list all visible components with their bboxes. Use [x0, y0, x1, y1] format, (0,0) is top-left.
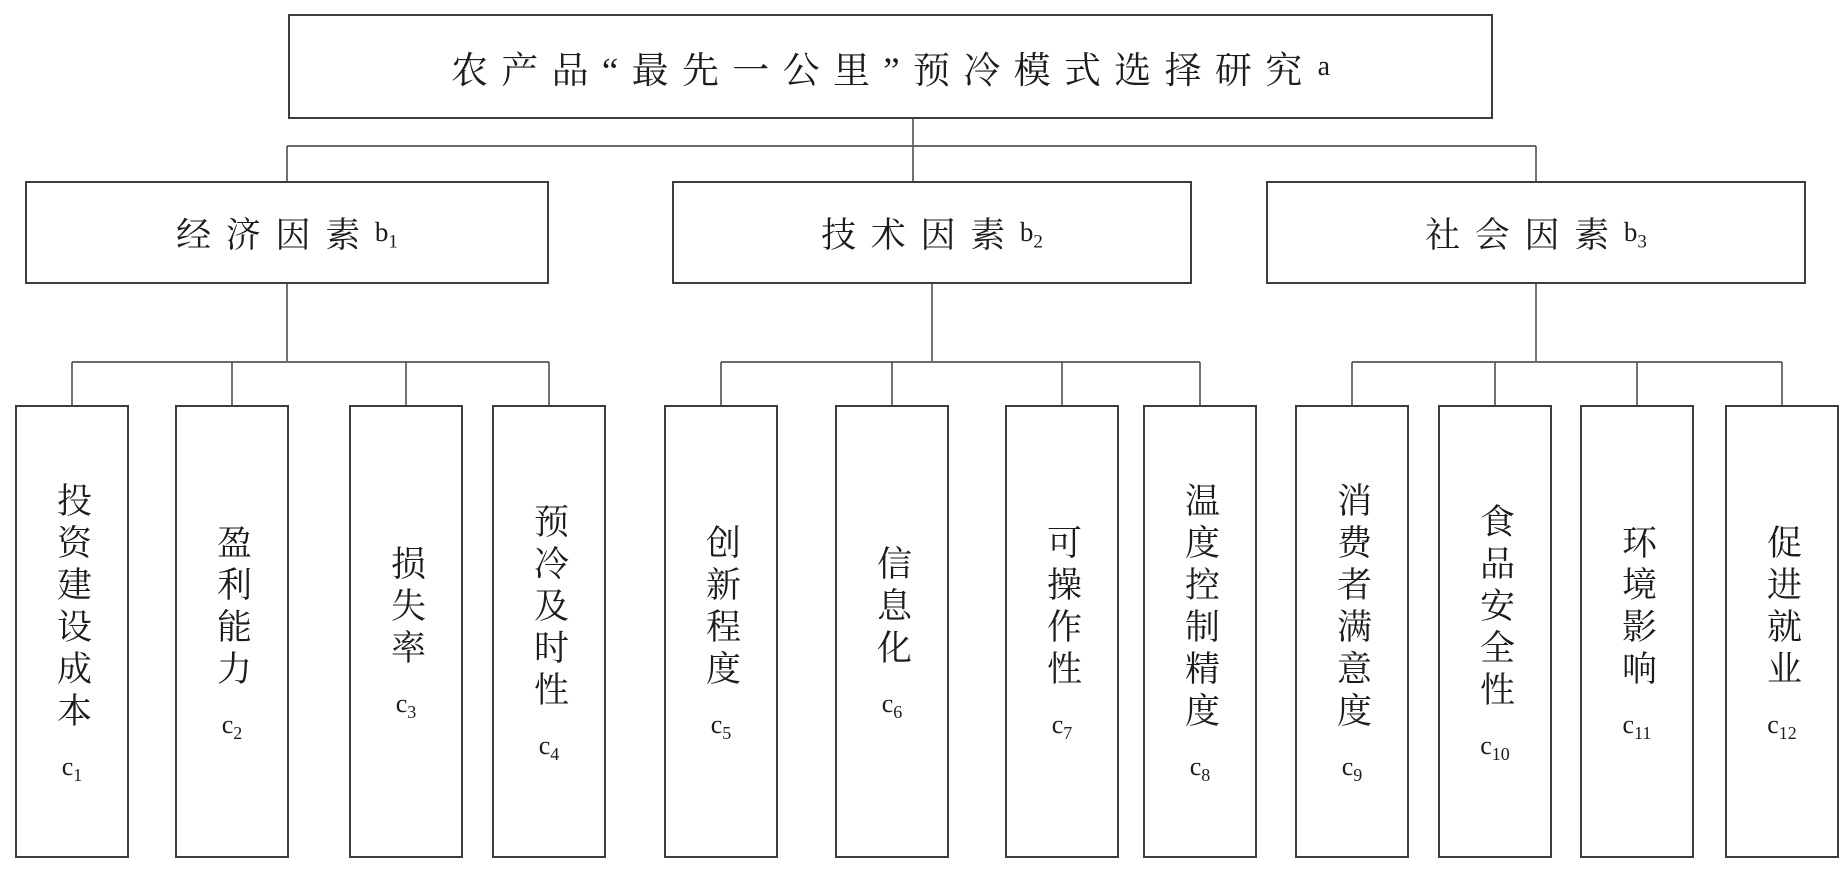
criterion-node-c10 — [1438, 405, 1552, 858]
criterion-code: $c_{10}$ — [1480, 730, 1510, 764]
criterion-node-c11 — [1580, 405, 1694, 858]
factor-node-economic — [25, 181, 549, 284]
factor-label: 经济因素 — [176, 215, 375, 255]
factor-code: $b_3$ — [1623, 217, 1647, 253]
criterion-label: 促进就业 — [1762, 523, 1802, 692]
criterion-code: $c_8$ — [1189, 751, 1211, 785]
criterion-node-c1 — [15, 405, 129, 858]
criterion-code: $c_{12}$ — [1767, 709, 1797, 743]
criterion-node-c6 — [835, 405, 949, 858]
criterion-label: 投资建设成本 — [52, 481, 92, 734]
factor-node-technical — [672, 181, 1192, 284]
criterion-code: $c_5$ — [710, 709, 732, 743]
criterion-code: $c_1$ — [61, 751, 83, 785]
criterion-node-c5 — [664, 405, 778, 858]
criterion-code: $c_9$ — [1341, 751, 1363, 785]
goal-label: 农产品“最先一公里”预冷模式选择研究 — [450, 50, 1316, 92]
criterion-node-c4 — [492, 405, 606, 858]
criterion-label: 损失率 — [386, 544, 426, 671]
factor-node-social — [1266, 181, 1806, 284]
criterion-label: 预冷及时性 — [529, 502, 569, 713]
factor-code: $b_2$ — [1019, 217, 1043, 253]
factor-label: 技术因素 — [821, 215, 1020, 255]
criterion-code: $c_6$ — [881, 688, 903, 722]
criterion-node-c8 — [1143, 405, 1257, 858]
criterion-label: 信息化 — [872, 544, 912, 671]
criterion-node-c7 — [1005, 405, 1119, 858]
criterion-node-c2 — [175, 405, 289, 858]
criterion-label: 创新程度 — [701, 523, 741, 692]
criterion-code: $c_2$ — [221, 709, 243, 743]
criterion-node-c3 — [349, 405, 463, 858]
criterion-node-c12 — [1725, 405, 1839, 858]
criterion-code: $c_3$ — [395, 688, 417, 722]
criterion-label: 盈利能力 — [212, 523, 252, 692]
criterion-label: 消费者满意度 — [1332, 481, 1372, 734]
criterion-label: 可操作性 — [1042, 523, 1082, 692]
goal-code: a — [1317, 50, 1331, 82]
criterion-label: 环境影响 — [1617, 523, 1657, 692]
factor-code: $b_1$ — [374, 217, 398, 253]
criterion-code: $c_4$ — [538, 730, 560, 764]
goal-node — [288, 14, 1493, 119]
factor-label: 社会因素 — [1425, 215, 1624, 255]
criterion-code: $c_{11}$ — [1622, 709, 1652, 743]
criterion-code: $c_7$ — [1051, 709, 1073, 743]
criterion-label: 温度控制精度 — [1180, 481, 1220, 734]
criterion-label: 食品安全性 — [1475, 502, 1515, 713]
criterion-node-c9 — [1295, 405, 1409, 858]
